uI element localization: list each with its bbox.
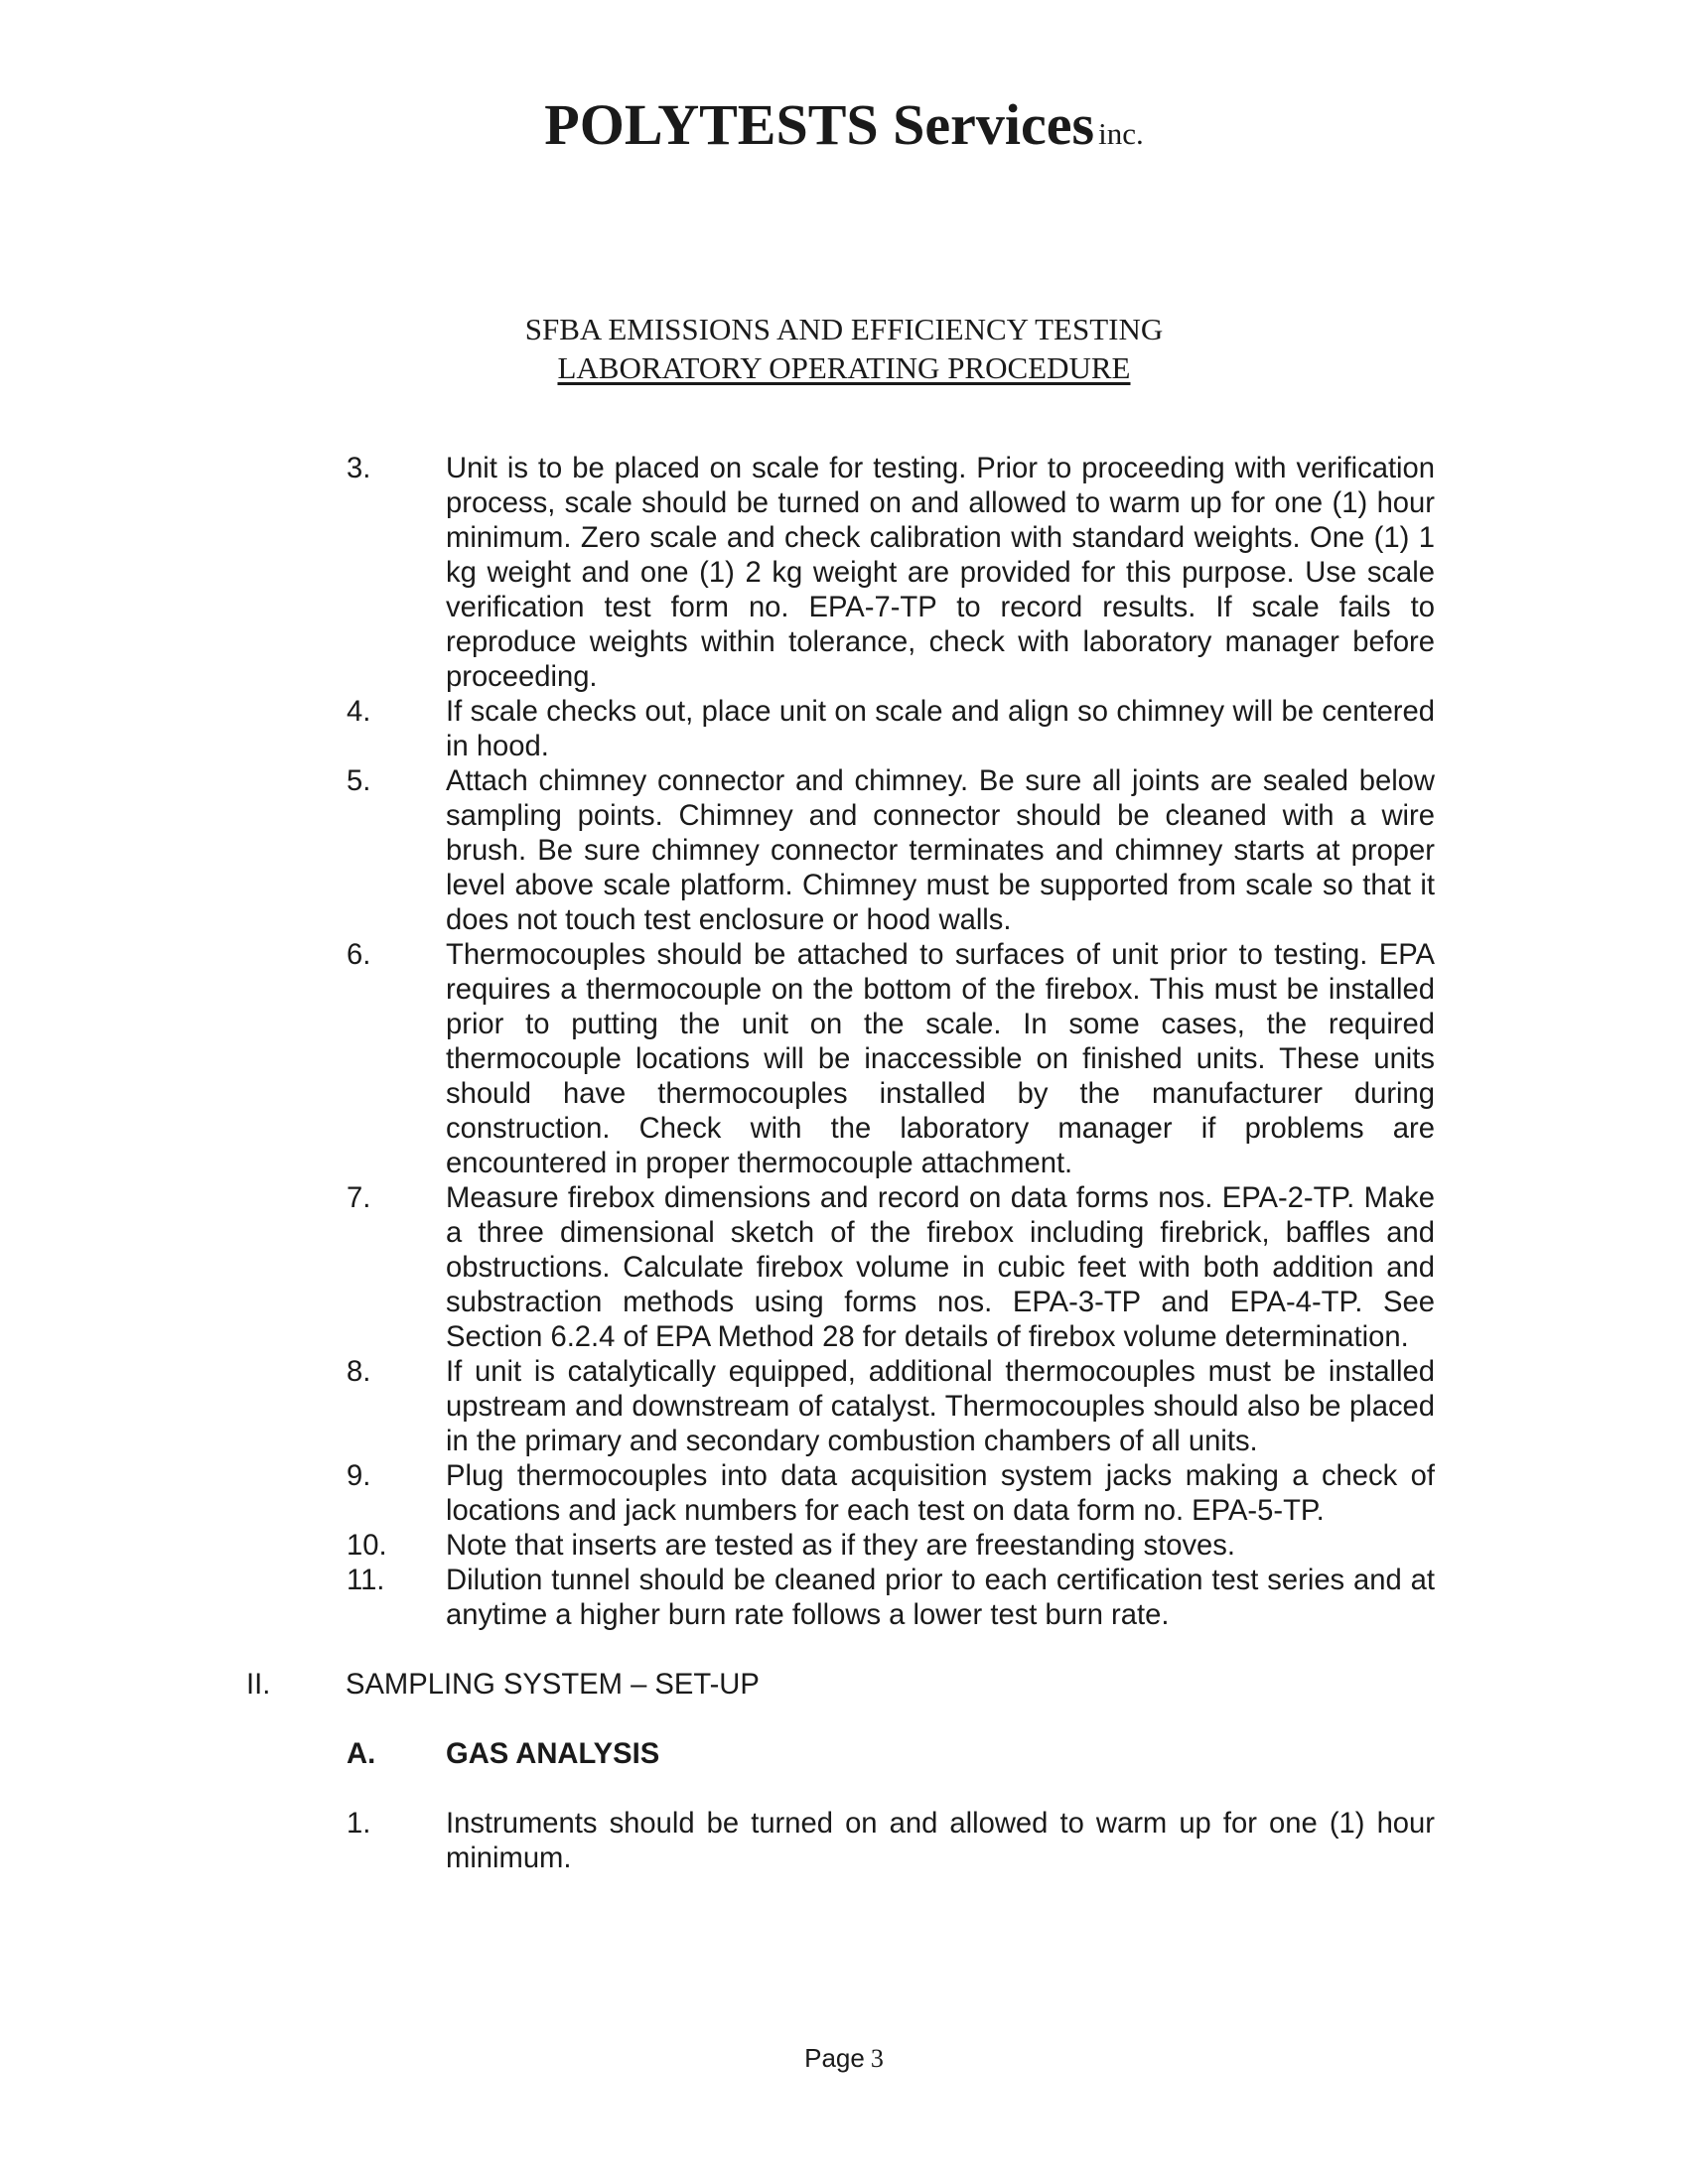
list-item	[347, 452, 1435, 695]
page-header	[0, 91, 1688, 158]
list-item	[347, 1355, 1435, 1459]
document-body	[0, 452, 1688, 1876]
list-item	[347, 1459, 1435, 1529]
list-item	[347, 1564, 1435, 1633]
subsection-heading	[347, 1737, 1688, 1772]
heading-line-2: LABORATORY OPERATING PROCEDURE	[557, 350, 1131, 385]
page-label: Page	[804, 2043, 865, 2073]
item-text: Plug thermocouples into data acquisition system jacks making a check of locations and jack numbers for each test on data form no. EPA-5-TP.	[446, 1460, 1435, 1527]
list-item	[347, 764, 1435, 938]
item-text: If unit is catalytically equipped, additional thermocouples must be installed upstream and downstream of catalyst. Thermocouples should also be placed in the primary and secondary combustion chambers of all units.	[446, 1356, 1435, 1457]
company-suffix: inc.	[1098, 116, 1144, 151]
section-number: II.	[246, 1669, 271, 1701]
item-number: 1.	[347, 1808, 371, 1840]
company-name: POLYTESTS Services	[544, 92, 1095, 157]
page-number: 3	[870, 2044, 884, 2073]
list-item	[347, 938, 1435, 1181]
item-text: Dilution tunnel should be cleaned prior to each certification test series and at anytime a higher burn rate follows a lower test burn rate.	[446, 1565, 1435, 1631]
item-number: 5.	[347, 765, 371, 797]
item-number: 3.	[347, 453, 371, 484]
item-text: Note that inserts are tested as if they are freestanding stoves.	[446, 1530, 1235, 1562]
item-number: 4.	[347, 696, 371, 728]
list-item	[347, 1529, 1435, 1564]
item-number: 10.	[347, 1530, 387, 1562]
subsection-title: GAS ANALYSIS	[446, 1738, 660, 1770]
list-item	[347, 695, 1435, 764]
item-text: Unit is to be placed on scale for testing. Prior to proceeding with verification process, scale should be turned on and allowed to warm up for one (1) hour minimum. Zero scale and check calibration with standard weights. One (1) 1 kg weight and one (1) 2 kg weight are provided for this purpose. Use scale verification test form no. EPA-7-TP to record results. If scale fails to reproduce weights within tolerance, check with laboratory manager before proceeding.	[446, 453, 1435, 693]
heading-line-1: SFBA EMISSIONS AND EFFICIENCY TESTING	[524, 312, 1164, 346]
section-title: SAMPLING SYSTEM – SET-UP	[346, 1669, 760, 1701]
item-text: Thermocouples should be attached to surfaces of unit prior to testing. EPA requires a thermocouple on the bottom of the firebox. This must be installed prior to putting the unit on the scale. In some cases, the required thermocouple locations will be inaccessible on finished units. These units should have thermocouples installed by the manufacturer during construction. Check with the laboratory manager if problems are encountered in proper thermocouple attachment.	[446, 939, 1435, 1179]
item-number: 11.	[347, 1565, 385, 1596]
item-number: 7.	[347, 1182, 371, 1214]
item-text: Measure firebox dimensions and record on data forms nos. EPA-2-TP. Make a three dimensional sketch of the firebox including firebrick, baffles and obstructions. Calculate firebox volume in cubic feet with both addition and substraction methods using forms nos. EPA-3-TP and EPA-4-TP. See Section 6.2.4 of EPA Method 28 for details of firebox volume determination.	[446, 1182, 1435, 1353]
item-number: 8.	[347, 1356, 371, 1388]
page-footer	[0, 2043, 1688, 2074]
subsection-letter: A.	[347, 1738, 376, 1770]
list-item	[347, 1181, 1435, 1355]
list-item	[347, 1807, 1435, 1876]
item-number: 9.	[347, 1460, 371, 1492]
document-heading	[0, 310, 1688, 387]
item-text: If scale checks out, place unit on scale and align so chimney will be centered in hood.	[446, 696, 1435, 762]
section-heading	[246, 1668, 1688, 1703]
item-number: 6.	[347, 939, 371, 971]
item-text: Attach chimney connector and chimney. Be sure all joints are sealed below sampling points. Chimney and connector should be cleaned with a wire brush. Be sure chimney connector terminates and chimney starts at proper level above scale platform. Chimney must be supported from scale so that it does not touch test enclosure or hood walls.	[446, 765, 1435, 936]
item-text: Instruments should be turned on and allowed to warm up for one (1) hour minimum.	[446, 1808, 1435, 1874]
